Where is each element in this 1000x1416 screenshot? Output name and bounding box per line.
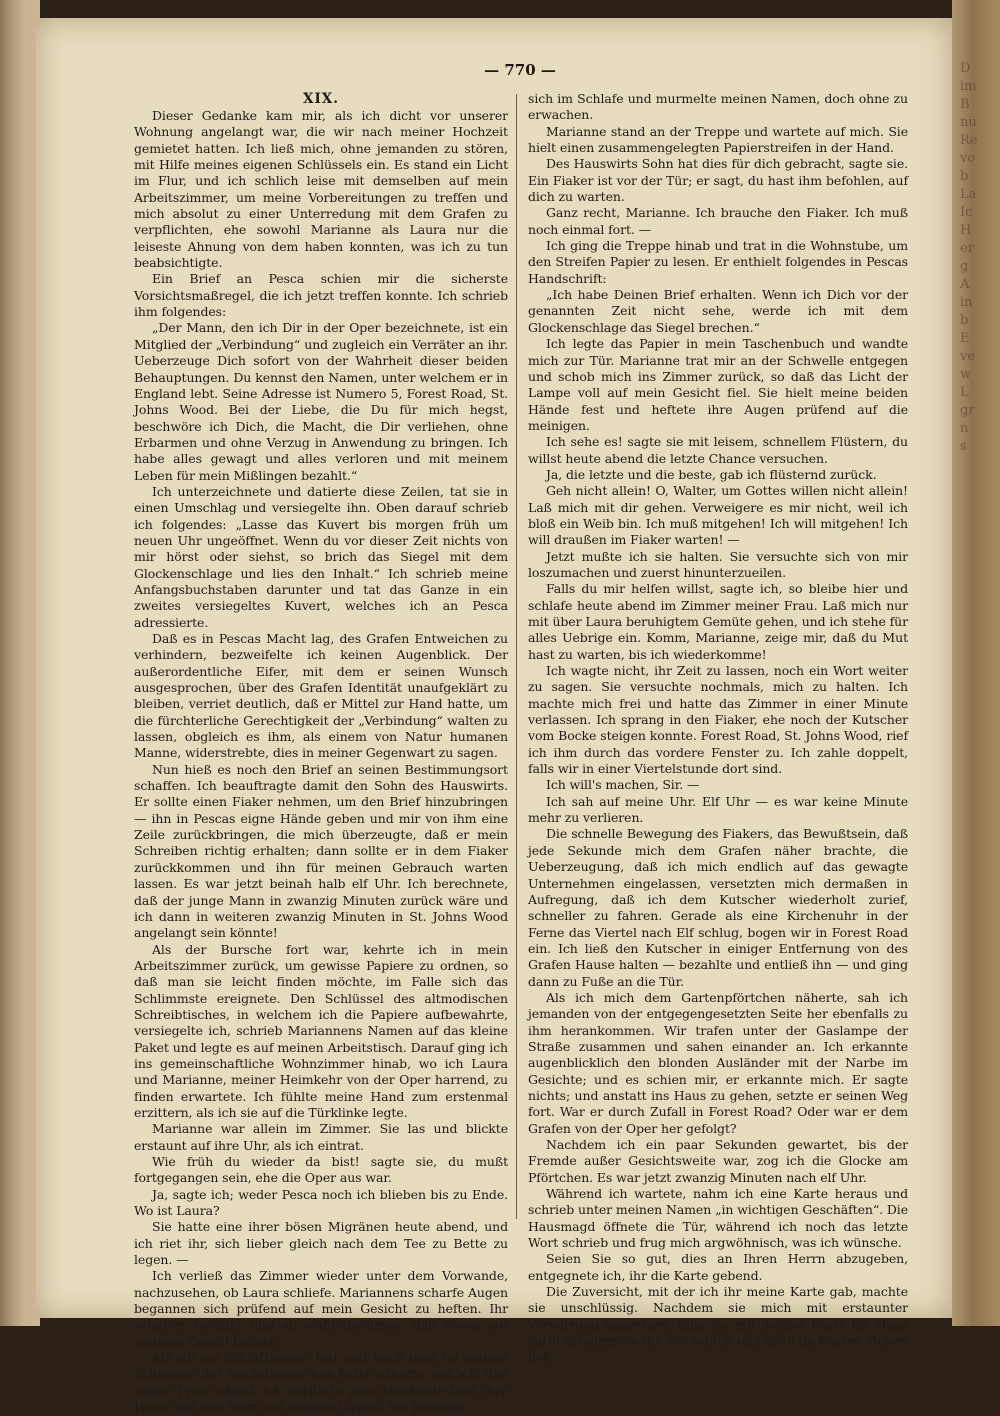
facing-page-text-fragment: D im B nu Re vo b La Ic H er g A in b E ve w L gr n s (960, 61, 978, 454)
paragraph: Ja, sagte ich; weder Pesca noch ich blieben bis zu Ende. Wo ist Laura? (134, 1186, 508, 1219)
book-binding (0, 0, 40, 1326)
paragraph: Geh nicht allein! O, Walter, um Gottes willen nicht allein! Laß mich mit dir gehen. Verweigere es mir nicht, weil ich bloß ein Weib bin. Ich muß mitgehen! Ich will mitgehen! Ich will draußen im Fiaker warten! — (528, 483, 908, 548)
paragraph: Als der Bursche fort war, kehrte ich in mein Arbeitszimmer zurück, um gewisse Papiere zu ordnen, so daß man sie leicht finden möchte, im Falle sich das Schlimmste ereignete. Den Schlüssel des altmodischen Schreibtisches, in welchem ich die Papiere aufbewahrte, versiegelte ich, schrieb Mariannens Namen auf das kleine Paket und legte es auf meinen Arbeitstisch. Darauf ging ich ins gemeinschaftliche Wohnzimmer hinab, wo ich Laura und Marianne, meiner Heimkehr von der Oper harrend, zu finden erwartete. Ich fühlte meine Hand zum erstenmal erzittern, als ich sie auf die Türklinke legte. (134, 941, 508, 1120)
paragraph: Ja, die letzte und die beste, gab ich flüsternd zurück. (546, 466, 877, 482)
paragraph: Jetzt mußte ich sie halten. Sie versuchte sich von mir loszumachen und zuerst hinunterzueilen. (528, 548, 908, 580)
paragraph: Nun hieß es noch den Brief an seinen Bestimmungsort schaffen. Ich beauftragte damit den Sohn des Hauswirts. Er sollte einen Fiaker nehmen, um den Brief hinzubringen — ihn in Pescas eigne Hände geben und mir von ihm eine Zeile zurückbringen, die mich überzeugte, daß er mein Schreiben richtig erhalten; dann sollte er in dem Fiaker zurückkommen und ihn für meinen Gebrauch warten lassen. Es war jetzt beinah halb elf Uhr. Ich berechnete, daß der junge Mann in zwanzig Minuten zurück wäre und ich dann in weiteren zwanzig Minuten in St. Johns Wood angelangt sein könnte! (134, 761, 508, 941)
paragraph: Ich ging die Treppe hinab und trat in die Wohnstube, um den Streifen Papier zu lesen. Er enthielt folgendes in Pescas Handschrift: (528, 238, 908, 286)
paragraph: Während ich wartete, nahm ich eine Karte heraus und schrieb unter meinen Namen „in wichtigen Geschäften“. Die Hausmagd öffnete die Tür, während ich noch das letzte Wort schrieb und frug mich argwöhnisch, was ich wünsche. (528, 1186, 908, 1251)
paragraph: Wie früh du wieder da bist! sagte sie, du mußt fortgegangen sein, ehe die Oper aus war. (134, 1154, 508, 1186)
paragraph: Ganz recht, Marianne. Ich brauche den Fiaker. Ich muß noch einmal fort. — (528, 205, 908, 237)
paragraph: Falls du mir helfen willst, sagte ich, so bleibe hier und schlafe heute abend im Zimmer meiner Frau. Laß mich nur mit über Laura beruhigtem Gemüte gehen, und ich stehe für alles Uebrige ein. Komm, Marianne, zeige mir, daß du Mut hast zu warten, bis ich wiederkomme! (528, 581, 909, 662)
paragraph: „Der Mann, den ich Dir in der Oper bezeichnete, ist ein Mitglied der „Verbindung“ und zugleich ein Verräter an ihr. Ueberzeuge Dich sofort von der Wahrheit dieser beiden Behauptungen. Du kennst den Namen, unter welchem er in England lebt. Seine Adresse ist Numero 5, Forest Road, St. Johns Wood. Bei der Liebe, die Du für mich hegst, beschwöre ich Dich, die Macht, die Dir verliehen, ohne Erbarmen und ohne Verzug in Anwendung zu bringen. Ich habe alles gewagt und alles verloren und mit meinem Leben für mein Mißlingen bezahlt.“ (134, 320, 508, 483)
paragraph: Ich sah auf meine Uhr. Elf Uhr — es war keine Minute mehr zu verlieren. (528, 793, 908, 826)
column-divider (516, 94, 517, 1219)
paragraph: Marianne stand an der Treppe und wartete auf mich. Sie hielt einen zusammengelegten Papierstreifen in der Hand. (528, 123, 908, 156)
paragraph: Des Hauswirts Sohn hat dies für dich gebracht, sagte sie. Ein Fiaker ist vor der Tür; er sagt, du hast ihm befohlen, auf dich zu warten. (528, 156, 908, 205)
paragraph: Ich unterzeichnete und datierte diese Zeilen, tat sie in einen Umschlag und versiegelte ihn. Oben darauf schrieb ich folgendes: „Lasse das Kuvert bis morgen früh um neuen Uhr ungeöffnet. Wenn du vor dieser Zeit nichts von mir hörst oder siehst, so brich das Siegel mit dem Glockenschlage und lies den Inhalt.“ Ich schrieb meine Anfangsbuchstaben darunter und tat das Ganze in ein zweites versiegeltes Kuvert, welches ich an Pesca adressierte. (134, 483, 508, 630)
paragraph-continued: sich im Schlafe und murmelte meinen Namen, doch ohne zu erwachen. (528, 91, 908, 123)
paragraph: Dieser Gedanke kam mir, als ich dicht vor unserer Wohnung angelangt war, die wir nach meiner Hochzeit gemietet hatten. Ich ließ mich, ohne jemanden zu stören, mit Hilfe meines eigenen Schlüssels ein. Es stand ein Licht im Flur, und ich schlich leise mit demselben auf mein Arbeitszimmer, um meine Vorbereitungen zu treffen und mich absolut zu einer Unterredung mit dem Grafen zu verpflichten, ehe sowohl Marianne als Laura nur die leiseste Ahnung von dem haben konnten, was ich zu tun beabsichtigte. (134, 108, 508, 271)
paragraph: Ich verließ das Zimmer wieder unter dem Vorwande, nachzusehen, ob Laura schliefe. Mariannens scharfe Augen begannen sich prüfend auf mein Gesicht zu heften. Ihr scharfer Instinkt fing an wahrzunehmen, daß etwas auf meinem Gemüt lastete. (134, 1268, 508, 1349)
paragraph: Ich will's machen, Sir. — (546, 777, 700, 793)
paragraph: „Ich habe Deinen Brief erhalten. Wenn ich Dich vor der genannten Zeit nicht sehe, werde ich mit dem Glockenschlage das Siegel brechen.“ (528, 287, 908, 335)
paragraph: Nachdem ich ein paar Sekunden gewartet, bis der Fremde außer Gesichtsweite war, zog ich die Glocke am Pförtchen. Es war jetzt zwanzig Minuten nach elf Uhr. (528, 1137, 908, 1185)
paragraph: Ich wagte nicht, ihr Zeit zu lassen, noch ein Wort weiter zu sagen. Sie versuchte nochmals, mich zu halten. Ich machte mich frei und hatte das Zimmer in einer Minute verlassen. Ich sprang in den Fiaker, ehe noch der Kutscher vom Bocke steigen konnte. Forest Road, St. Johns Wood, rief ich ihm durch das vordere Fenster zu. Ich zahle doppelt, falls wir in einer Viertelstunde dort sind. (528, 663, 908, 777)
left-text-column (134, 91, 508, 1416)
paragraph: Die Zuversicht, mit der ich ihr meine Karte gab, machte sie unschlüssig. Nachdem sie mich mit erstaunter Verwirrung angestiert, ging sie mit meiner Karte ins Haus zurück, indem sie die Tür schloß und mich im Garten stehen ließ. (528, 1284, 908, 1365)
right-text-column (528, 91, 908, 1366)
paragraph: Die schnelle Bewegung des Fiakers, das Bewußtsein, daß jede Sekunde mich dem Grafen näher brachte, die Ueberzeugung, daß ich mich endlich auf das gewagte Unternehmen eingelassen, versetzten mich dermaßen in Aufregung, daß ich dem Kutscher wiederholt zurief, schneller zu fahren. Gerade als eine Kirchenuhr in der Ferne das Viertel nach Elf schlug, bogen wir in Forest Road ein. Ich ließ den Kutscher in einiger Entfernung von des Grafen Hause halten — bezahlte und entließ ihn — und ging dann zu Fuße an die Tür. (528, 826, 908, 989)
paragraph: Als ich mich dem Gartenpförtchen näherte, sah ich jemanden von der entgegengesetzten Seite her ebenfalls zu ihm herankommen. Wir trafen unter der Gaslampe der Straße zusammen und sahen einander an. Ich erkannte augenblicklich den blonden Ausländer mit der Narbe im Gesichte; und es schien mir, er erkannte mich. Er sagte nichts; und anstatt ins Haus zu gehen, setzte er seinen Weg fort. War er durch Zufall in Forest Road? Oder war er dem Grafen von der Oper her gefolgt? (528, 989, 908, 1136)
paragraph: Seien Sie so gut, dies an Ihren Herrn abzugeben, entgegnete ich, ihr die Karte gebend. (528, 1251, 908, 1283)
paragraph: Ein Brief an Pesca schien mir die sicherste Vorsichtsmaßregel, die ich jetzt treffen konnte. Ich schrieb ihm folgendes: (134, 271, 508, 320)
paragraph: Ich sehe es! sagte sie mit leisem, schnellem Flüstern, du willst heute abend die letzte Chance versuchen. (528, 434, 908, 466)
paragraph: Marianne war allein im Zimmer. Sie las und blickte erstaunt auf ihre Uhr, als ich eintrat. (134, 1121, 508, 1153)
chapter-heading: XIX. (303, 91, 339, 107)
page-number: — 770 — (484, 61, 556, 79)
paragraph: Sie hatte eine ihrer bösen Migränen heute abend, und ich riet ihr, sich lieber gleich nach dem Tee zu Bette zu legen. — (134, 1219, 508, 1268)
paragraph: Ich legte das Papier in mein Taschenbuch und wandte mich zur Tür. Marianne trat mir an der Schwelle entgegen und schob mich ins Zimmer zurück, so daß das Licht der Lampe voll auf mein Gesicht fiel. Sie hielt meine beiden Hände fest und heftete ihre Augen prüfend auf die meinigen. (528, 336, 908, 433)
paragraph: Daß es in Pescas Macht lag, des Grafen Entweichen zu verhindern, bezweifelte ich keinen Augenblick. Der außerordentliche Eifer, mit dem er seinen Wunsch ausgesprochen, über des Grafen Identität unaufgeklärt zu bleiben, verriet deutlich, daß er Mittel zur Hand hatte, um die fürchterliche Gerechtigkeit der „Verbindung“ walten zu lassen, obgleich es ihm, als einem von Natur humanen Manne, widerstrebte, dies in meiner Gegenwart zu sagen. (134, 631, 508, 761)
paragraph: Als ich ins Schlafzimmer trat und mich leise im matten Schimmer der Nachtlampe dem Bette näherte, sah ich, daß meine Frau schlief. Ich berührte zum Abschiede bloß ihre Hand und ihre Stirn mit meinen Lippen. Sie bewegte (134, 1350, 508, 1415)
